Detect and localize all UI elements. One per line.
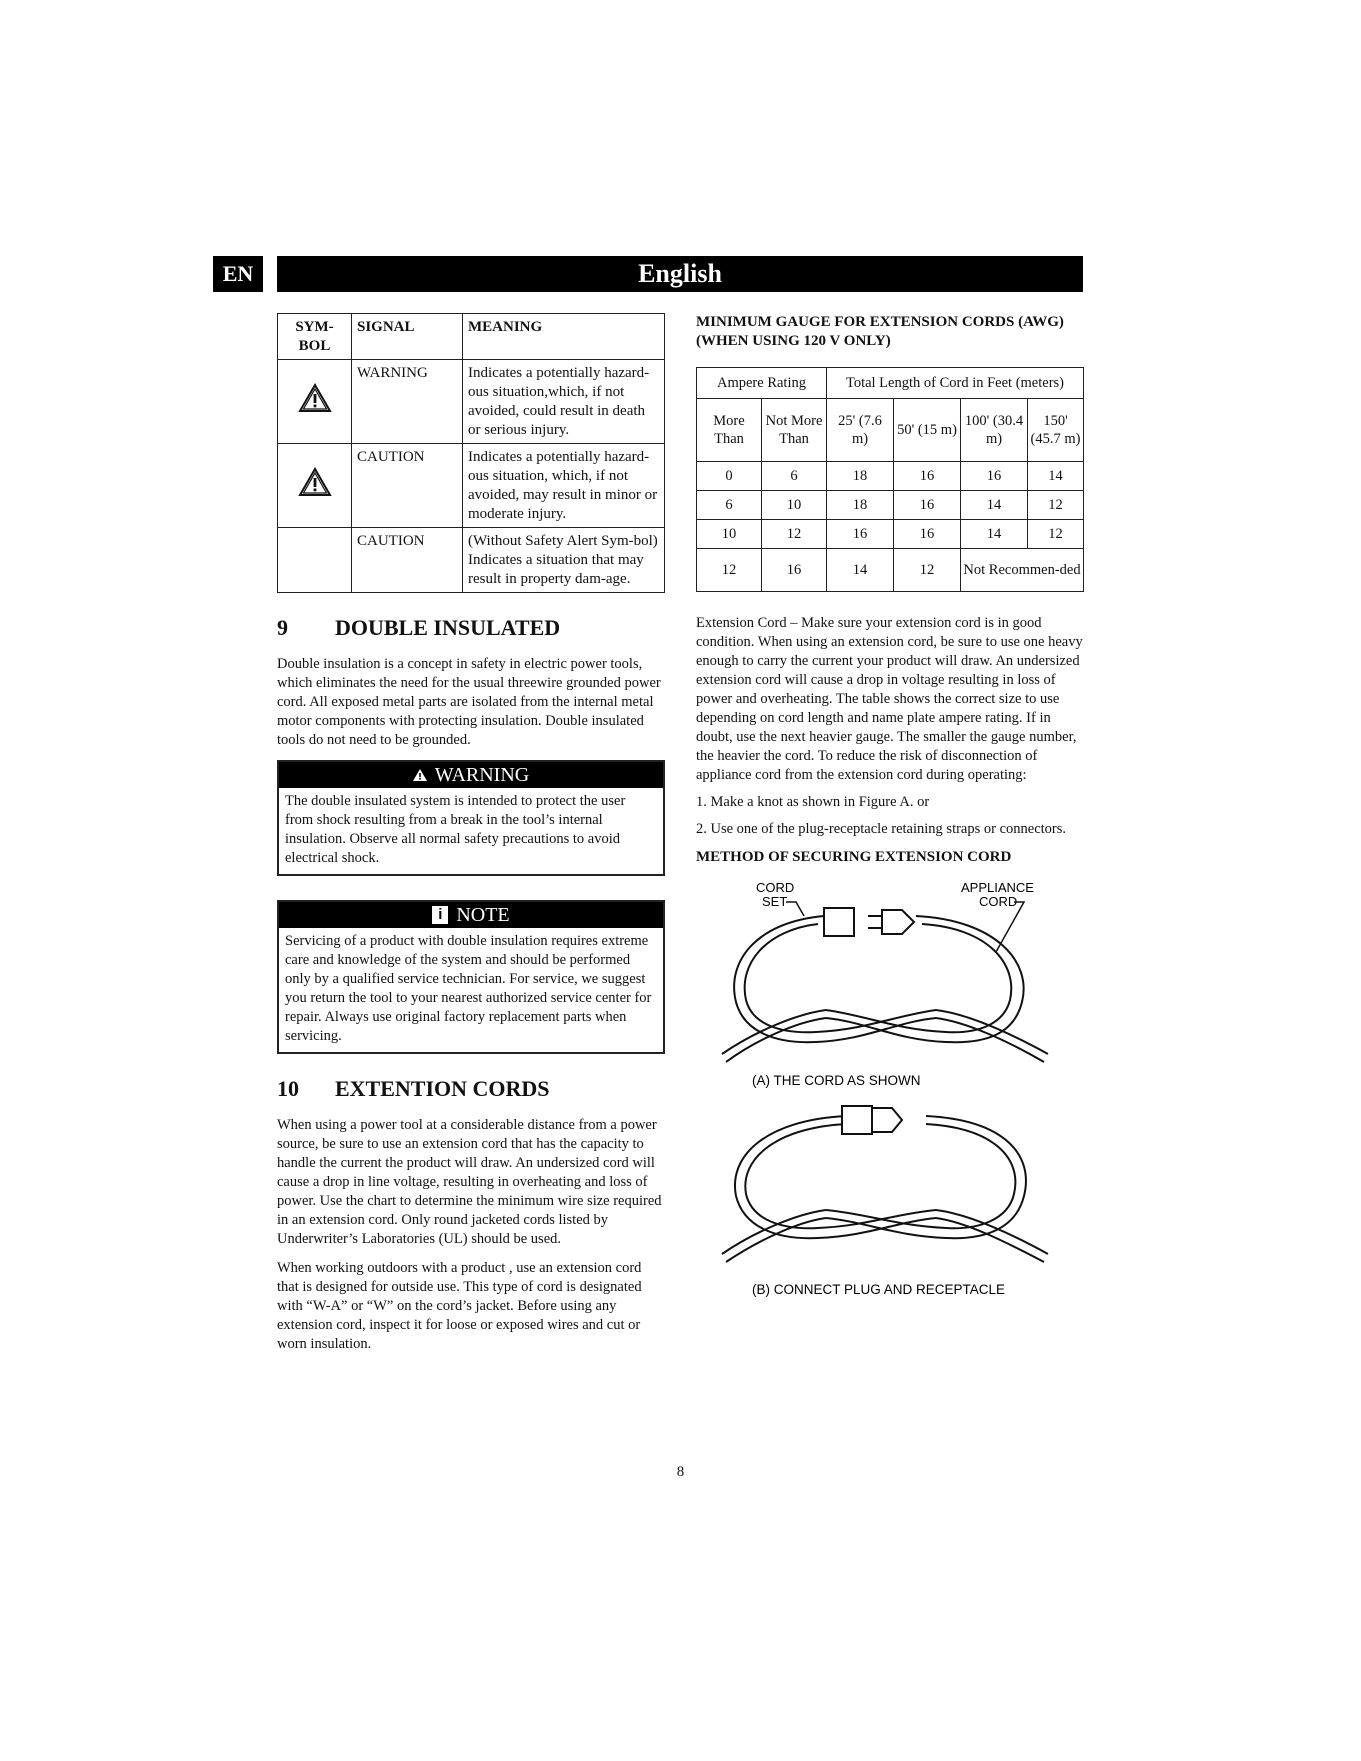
table-header-row [278, 314, 665, 360]
table-row [278, 528, 665, 593]
meaning-caution-no-symbol: (Without Safety Alert Sym-bol) Indicates a situation that may result in property dam-age. [463, 528, 665, 593]
signal-caution-no-symbol: CAUTION [352, 528, 463, 593]
appliance-plug-icon [868, 910, 914, 934]
note-box [277, 900, 665, 1054]
section-10-paragraph-2: When working outdoors with a product , use an extension cord that is designed for outside use. This type of cord is designated with “W-A” or “W” on the cord’s jacket. Before using any extension cord, inspect it for loose or exposed wires and cut or worn insulation. [277, 1260, 642, 1352]
section-9-paragraph: Double insulation is a concept in safety in electric power tools, which eliminates the need for the usual threewire grounded power cord. All exposed metal parts are isolated from the internal metal motor components with protecting insulation. Double insulated tools do not need to be grounded. [277, 656, 661, 748]
figure-label-set: SET [762, 894, 788, 909]
table-row [278, 444, 665, 528]
meaning-warning: Indicates a potentially hazard-ous situation,which, if not avoided, could result in death or serious injury. [463, 360, 665, 444]
step-1-text: 1. Make a knot as shown in Figure A. or [696, 794, 930, 810]
table-row [278, 360, 665, 444]
gauge-table-heading: MINIMUM GAUGE FOR EXTENSION CORDS (AWG) (WHEN USING 120 V ONLY) [696, 314, 1064, 349]
note-box-header: i NOTE [279, 902, 663, 928]
signal-warning: WARNING [352, 360, 463, 444]
figure-a-knot-diagram [696, 872, 1084, 1096]
table-row: 0 6 18 16 16 14 [697, 462, 1084, 491]
table-row: 10 12 16 16 14 12 [697, 520, 1084, 549]
page-number: 8 [676, 1464, 685, 1480]
section-10-paragraph-1: When using a power tool at a considerable distance from a power source, be sure to use an extension cord that has the capacity to handle the current the product will draw. An undersized cord will cause a drop in line voltage, resulting in overheating and loss of power. Use the chart to determine the minimum wire size required in an extension cord. Only round jacketed cords listed by Underwriter’s Laboratories (UL) should be used. [277, 1117, 662, 1247]
not-recommended-cell: Not Recommen-ded [961, 549, 1084, 592]
table-row: 6 10 18 16 14 12 [697, 491, 1084, 520]
left-column [277, 313, 665, 1364]
figure-b-caption: (B) CONNECT PLUG AND RECEPTACLE [752, 1282, 1006, 1297]
table-subheader-row: More Than Not More Than 25' (7.6 m) 50' (15 m) 100' (30.4 m) 150' (45.7 m) [697, 399, 1084, 462]
total-length-header: Total Length of Cord in Feet (meters) [827, 368, 1084, 399]
figure-label-appliance-cord: CORD [979, 894, 1018, 909]
warning-box-text: The double insulated system is intended to protect the user from shock resulting from a break in the tool’s internal insulation. Observe all normal safety precautions to avoid electrical shock. [285, 793, 626, 866]
table-header-row [697, 368, 1084, 399]
meaning-caution: Indicates a potentially hazard-ous situation, which, if not avoided, may result in minor or moderate injury. [463, 444, 665, 528]
section-10-heading: 10 EXTENTION CORDS [277, 1076, 550, 1101]
table-row: 12 16 14 12 Not Recommen-ded [697, 549, 1084, 592]
info-icon: i [432, 906, 448, 924]
language-code-tag: EN [213, 256, 263, 292]
warning-box [277, 760, 665, 876]
method-title: METHOD OF SECURING EXTENSION CORD [696, 849, 1012, 865]
language-title-bar: English [277, 256, 1083, 292]
figure-label-appliance: APPLIANCE [961, 880, 1034, 895]
header-symbol: SYM- BOL [278, 314, 352, 360]
extension-cord-paragraph: Extension Cord – Make sure your extension cord is in good condition. When using an extension cord, be sure to use one heavy enough to carry the current your product will draw. An undersized extension cord will cause a drop in voltage resulting in loss of power and overheating. The table shows the correct size to use depending on cord length and name plate ampere rating. If in doubt, use the next heavier gauge. The smaller the gauge number, the heavier the cord. To reduce the risk of disconnection of appliance cord from the extension cord during operating: [696, 615, 1083, 783]
plug-and-receptacle-icon [842, 1106, 902, 1134]
warning-triangle-icon [413, 769, 427, 781]
figure-label-cord: CORD [756, 880, 795, 895]
figure-a-caption: (A) THE CORD AS SHOWN [752, 1073, 921, 1088]
safety-alert-icon [298, 383, 332, 413]
safety-alert-icon [298, 467, 332, 497]
note-box-text: Servicing of a product with double insulation requires extreme care and knowledge of the system and should be performed only by a qualified service technician. For service, we suggest you return the tool to your nearest authorized service center for repair. Always use original factory replacement parts when servicing. [285, 933, 652, 1044]
signal-word-table [277, 313, 665, 593]
header-meaning: MEANING [463, 314, 665, 360]
gauge-table [696, 367, 1084, 592]
figure-b-knot-diagram [696, 1096, 1084, 1306]
warning-box-header: WARNING [279, 762, 663, 788]
ampere-rating-header: Ampere Rating [697, 368, 827, 399]
step-2-text: 2. Use one of the plug-receptacle retaining straps or connectors. [696, 821, 1067, 837]
header-signal: SIGNAL [352, 314, 463, 360]
signal-caution: CAUTION [352, 444, 463, 528]
right-column [696, 313, 1084, 1306]
section-9-heading: 9 DOUBLE INSULATED [277, 615, 561, 640]
cord-set-receptacle-icon [824, 908, 854, 936]
